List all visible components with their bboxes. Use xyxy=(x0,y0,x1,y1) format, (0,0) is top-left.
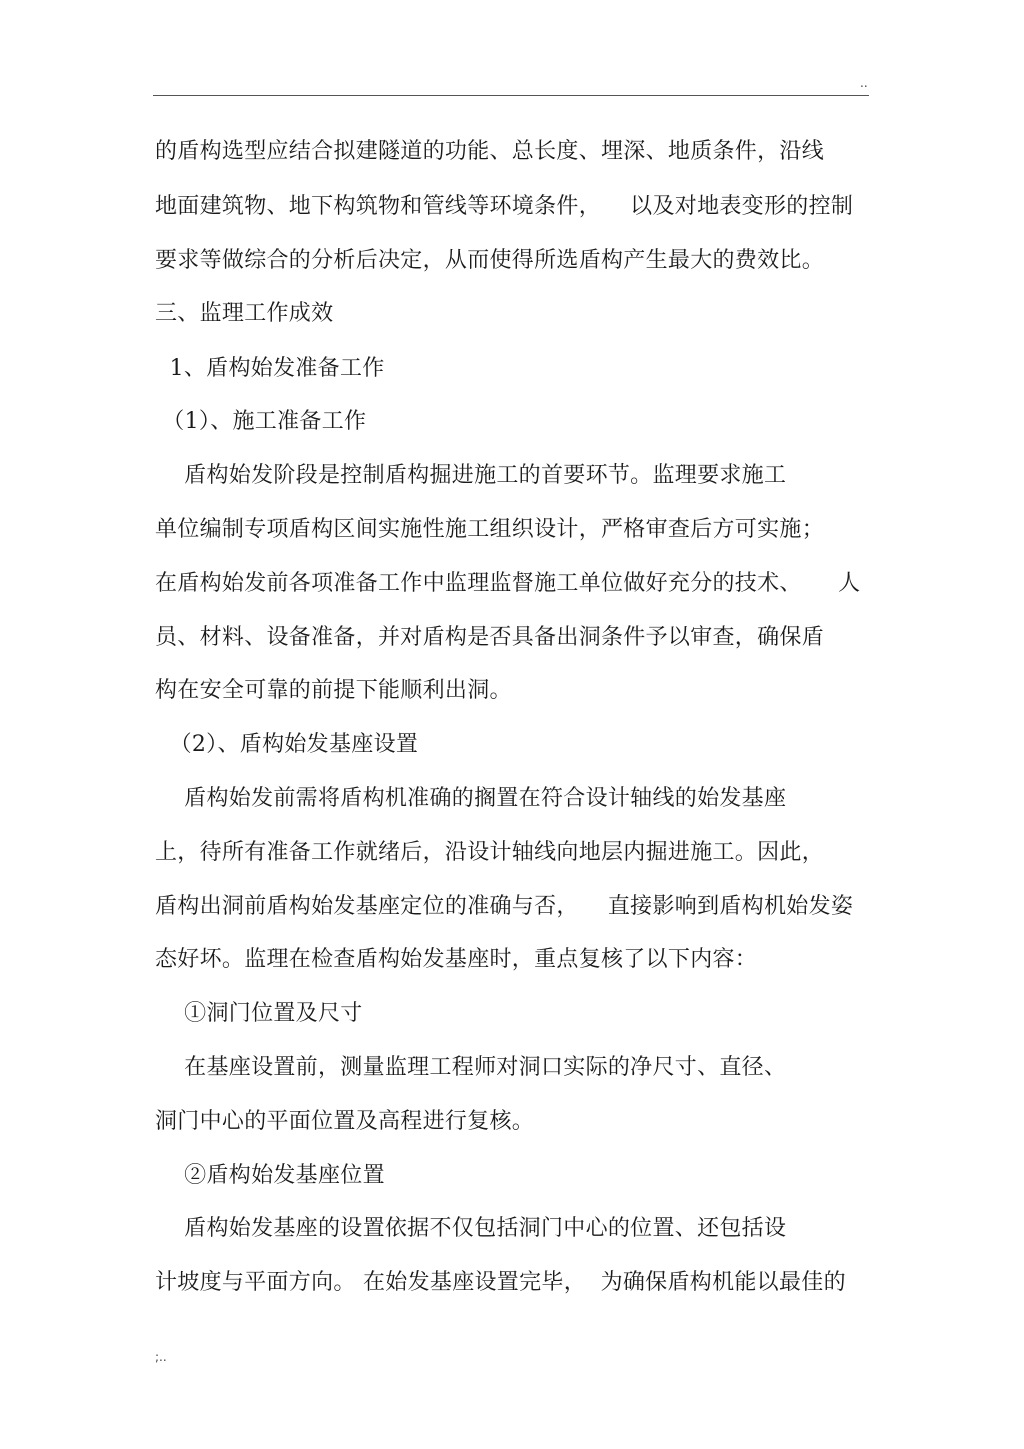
item-heading: ①洞门位置及尺寸 xyxy=(155,1001,363,1026)
header-rule xyxy=(153,95,869,96)
subsubsection-heading: （1）、施工准备工作 xyxy=(155,409,367,434)
subsection-heading: 1、盾构始发准备工作 xyxy=(155,356,385,381)
paragraph-line: 盾构出洞前盾构始发基座定位的准确与否， 直接影响到盾构机始发姿 xyxy=(155,894,854,919)
paragraph-line: 要求等做综合的分析后决定，从而使得所选盾构产生最大的费效比。 xyxy=(155,248,825,273)
paragraph-line: 盾构始发基座的设置依据不仅包括洞门中心的位置、还包括设 xyxy=(155,1216,787,1241)
subsubsection-heading: （2）、盾构始发基座设置 xyxy=(155,732,419,757)
paragraph-line: 在基座设置前，测量监理工程师对洞口实际的净尺寸、直径、 xyxy=(155,1055,787,1080)
paragraph-line: 单位编制专项盾构区间实施性施工组织设计，严格审查后方可实施； xyxy=(155,517,825,542)
paragraph-line: 构在安全可靠的前提下能顺利出洞。 xyxy=(155,678,512,703)
paragraph-line: 员、材料、设备准备，并对盾构是否具备出洞条件予以审查，确保盾 xyxy=(155,625,825,650)
paragraph-line: 在盾构始发前各项准备工作中监理监督施工单位做好充分的技术、 人 xyxy=(155,571,861,596)
paragraph-line: 洞门中心的平面位置及高程进行复核。 xyxy=(155,1109,535,1134)
paragraph-line: 盾构始发前需将盾构机准确的搁置在符合设计轴线的始发基座 xyxy=(155,786,787,811)
paragraph-line: 态好坏。监理在检查盾构始发基座时，重点复核了以下内容： xyxy=(155,947,758,972)
paragraph-line: 盾构始发阶段是控制盾构掘进施工的首要环节。监理要求施工 xyxy=(155,463,787,488)
item-heading: ②盾构始发基座位置 xyxy=(155,1163,385,1188)
paragraph-line: 地面建筑物、地下构筑物和管线等环境条件， 以及对地表变形的控制 xyxy=(155,194,854,219)
paragraph-line: 计坡度与平面方向。 在始发基座设置完毕， 为确保盾构机能以最佳的 xyxy=(155,1270,846,1295)
section-heading: 三、监理工作成效 xyxy=(155,301,334,326)
paragraph-line: 的盾构选型应结合拟建隧道的功能、总长度、埋深、地质条件，沿线 xyxy=(155,139,825,164)
header-mark: .. xyxy=(860,76,868,90)
footer-mark: ;.. xyxy=(155,1350,167,1364)
paragraph-line: 上，待所有准备工作就绪后，沿设计轴线向地层内掘进施工。因此， xyxy=(155,840,825,865)
